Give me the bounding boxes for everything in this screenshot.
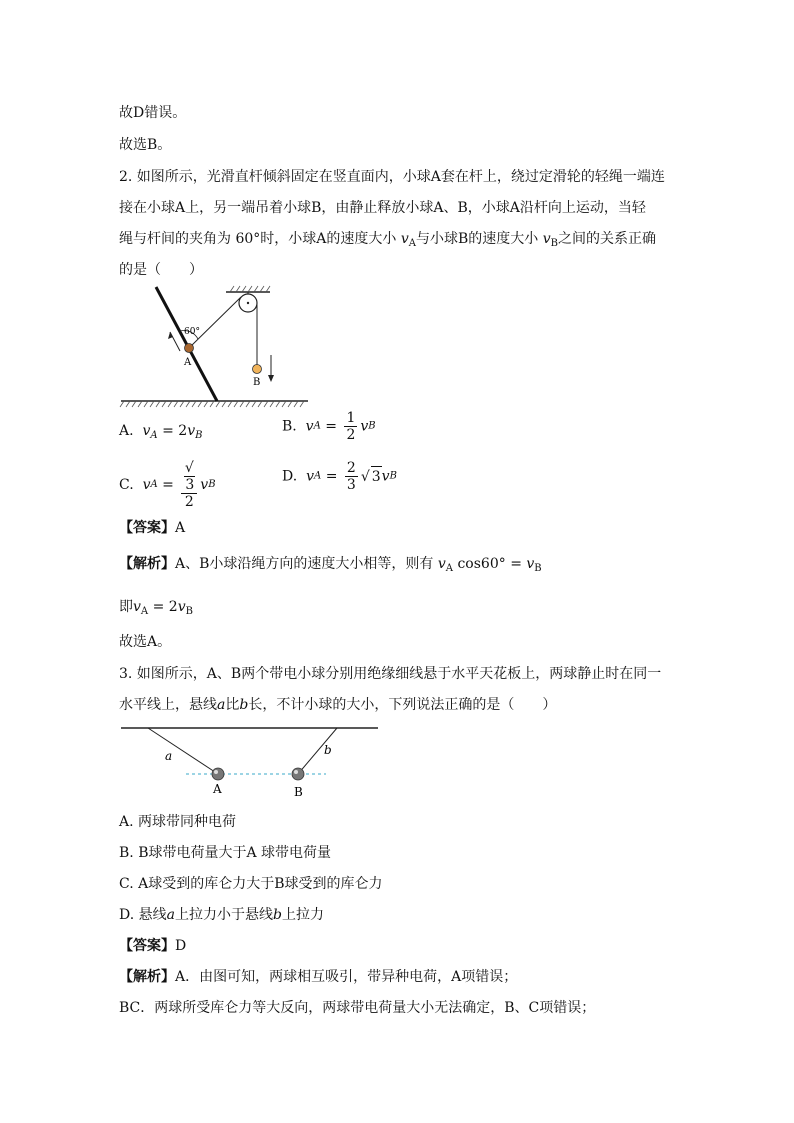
q2-stem-line-4: 的是（ ）	[119, 262, 203, 278]
q3-stem-line-2: 水平线上，悬线a比b长，不计小球的大小，下列说法正确的是（ ）	[119, 697, 557, 713]
ball-b	[253, 365, 262, 374]
q3-option-b: B. B球带电荷量大于A 球带电荷量	[119, 845, 332, 861]
ball-a-label: A	[184, 357, 192, 368]
text-line-choose-b: 故选B。	[119, 137, 172, 153]
angle-label: 60°	[184, 327, 200, 337]
thread-b-label: b	[324, 743, 332, 757]
thread-a-label: a	[165, 749, 173, 763]
q3-figure	[118, 722, 380, 802]
q3-option-c: C. A球受到的库仑力大于B球受到的库仑力	[119, 876, 383, 892]
q2-result: 即$v_A = 2v_B$	[119, 599, 193, 617]
pulley-axle	[247, 302, 249, 304]
rope-to-a	[189, 297, 241, 348]
ball-b	[292, 768, 304, 780]
q3-option-a: A. 两球带同种电荷	[119, 814, 237, 830]
q2-option-b: B. vA = $\frac{1}{2}$ vB	[282, 410, 376, 443]
q3-stem-line-1: 3. 如图所示，A、B两个带电小球分别用绝缘细线悬于水平天花板上，两球静止时在同一	[119, 666, 662, 682]
q2-option-c: C. vA = √ 3 2 vB	[119, 460, 216, 510]
q2-final: 故选A。	[119, 634, 172, 650]
q2-answer: 【答案】A	[119, 520, 186, 536]
ball-a	[185, 344, 194, 353]
q2-analysis: 【解析】A、B小球沿绳方向的速度大小相等，则有 $v_A$ $\cos 60^\circ = v_B$	[119, 556, 542, 574]
q2-stem-line-3: 绳与杆间的夹角为 60°时，小球A的速度大小 $v_A$与小球B的速度大小 $v_B$之间的关系正确	[119, 231, 657, 249]
ball-b-label: B	[294, 785, 303, 799]
q3-analysis-2: BC．两球所受库仑力等大反向，两球带电荷量大小无法确定，B、C项错误；	[119, 1000, 596, 1016]
q3-analysis-1: 【解析】A．由图可知，两球相互吸引，带异种电荷，A项错误；	[119, 969, 518, 985]
velocity-arrow-b-head	[268, 375, 274, 382]
ground-hatch	[120, 401, 304, 407]
ceiling-hatch	[230, 286, 270, 292]
text-line-d-wrong: 故D错误。	[119, 105, 187, 121]
q2-option-a: A. $v_A = 2v_B$	[119, 423, 203, 441]
q3-option-d: D. 悬线a上拉力小于悬线b上拉力	[119, 907, 324, 923]
q2-figure	[118, 283, 318, 411]
ball-b-label: B	[253, 377, 261, 388]
q3-answer: 【答案】D	[119, 938, 187, 954]
thread-a	[148, 728, 218, 774]
ball-a	[212, 768, 224, 780]
q2-option-d: D. vA = $\frac{2}{3}$ √ 3vB	[282, 460, 397, 493]
ball-a-label: A	[213, 782, 222, 796]
q2-stem-line-2: 接在小球A上，另一端吊着小球B，由静止释放小球A、B，小球A沿杆向上运动，当轻	[119, 200, 646, 216]
q2-stem-line-1: 2. 如图所示，光滑直杆倾斜固定在竖直面内，小球A套在杆上，绕过定滑轮的轻绳一端连	[119, 169, 665, 185]
ball-a-highlight	[214, 770, 218, 774]
ball-b-highlight	[294, 770, 298, 774]
